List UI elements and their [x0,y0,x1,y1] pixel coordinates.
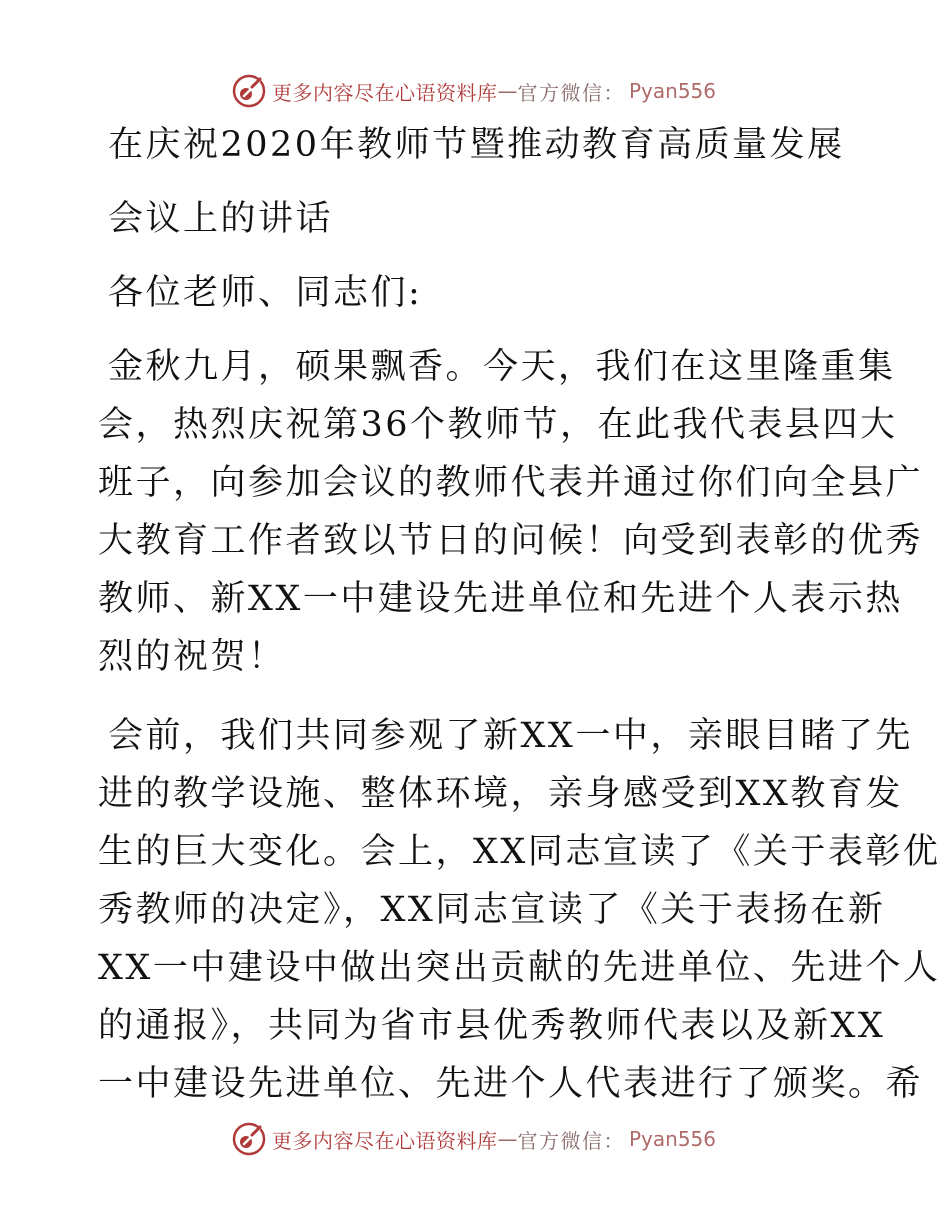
footer-dash: — [497,1127,518,1151]
header-wechat-handle: Pyan556 [629,79,717,103]
paragraph-2-line: 的通报》，共同为省市县优秀教师代表以及新XX [98,1006,886,1046]
header-wechat-label: 官方微信： [517,80,625,105]
paragraph-2-line: 会前，我们共同参观了新XX一中，亲眼目睹了先 [108,716,913,756]
paragraph-1-line: 班子，向参加会议的教师代表并通过你们向全县广 [98,463,924,503]
paragraph-1-line: 金秋九月，硕果飘香。今天，我们在这里隆重集 [108,347,896,387]
paragraph-2-line: 生的巨大变化。会上，XX同志宣读了《关于表彰优 [98,832,941,872]
brand-logo-icon [232,74,266,108]
paragraph-2-line: 秀教师的决定》，XX同志宣读了《关于表扬在新 [98,890,886,930]
paragraph-2-line: XX一中建设中做出突出贡献的先进单位、先进个人 [98,948,941,988]
header-watermark [232,71,716,111]
paragraph-1-line: 教师、新XX一中建设先进单位和先进个人表示热 [98,579,903,619]
paragraph-1-line: 会，热烈庆祝第36个教师节，在此我代表县四大 [98,405,898,445]
doc-salutation: 各位老师、同志们: [108,273,423,313]
paragraph-1-line: 大教育工作者致以节日的问候！向受到表彰的优秀 [98,521,924,561]
paragraph-2-line: 进的教学设施、整体环境，亲身感受到XX教育发 [98,774,903,814]
footer-wechat-label: 官方微信： [517,1128,625,1153]
header-brand-text: 更多内容尽在心语资料库 [272,80,498,105]
paragraph-1-line: 烈的祝贺！ [98,637,286,677]
footer-brand-text: 更多内容尽在心语资料库 [272,1128,498,1153]
brand-logo-icon [232,1122,266,1156]
paragraph-2-line: 一中建设先进单位、先进个人代表进行了颁奖。希 [98,1064,924,1104]
footer-wechat-handle: Pyan556 [629,1127,717,1151]
doc-title-line-2: 会议上的讲话 [108,199,334,239]
doc-title-line-1: 在庆祝2020年教师节暨推动教育高质量发展 [108,125,845,165]
header-dash: — [497,79,518,103]
footer-watermark [232,1119,716,1159]
